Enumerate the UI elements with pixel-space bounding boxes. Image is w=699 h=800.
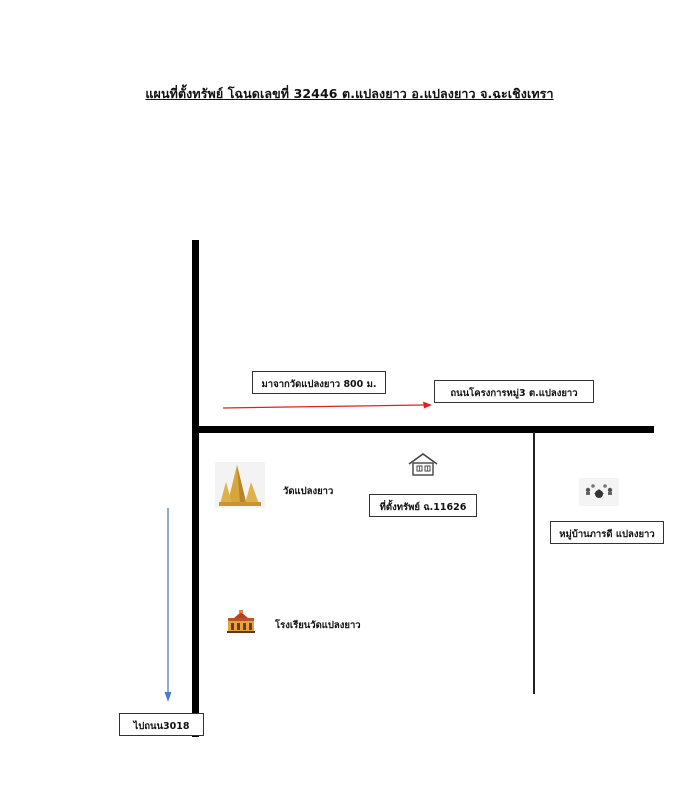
project-road-label: ถนนโครงการหมู่3 ต.แปลงยาว xyxy=(434,380,594,403)
from-temple-label: มาจากวัดแปลงยาว 800 ม. xyxy=(252,371,386,394)
to-road-label: ไปถนน3018 xyxy=(119,713,204,736)
house-icon xyxy=(407,452,439,476)
map-title: แผนที่ตั้งทรัพย์ โฉนดเลขที่ 32446 ต.แปลงยาว อ.แปลงยาว จ.ฉะเชิงเทรา xyxy=(145,86,554,101)
village-label: หมู่บ้านภารดี แปลงยาว xyxy=(550,521,664,544)
temple-label: วัดแปลงยาว xyxy=(283,486,334,497)
property-label: ที่ตั้งทรัพย์ ฉ.11626 xyxy=(369,494,477,517)
temple-pagoda-icon xyxy=(215,462,265,508)
school-label: โรงเรียนวัดแปลงยาว xyxy=(275,620,361,631)
school-building-icon xyxy=(226,609,256,635)
village-houses-icon xyxy=(579,478,619,506)
